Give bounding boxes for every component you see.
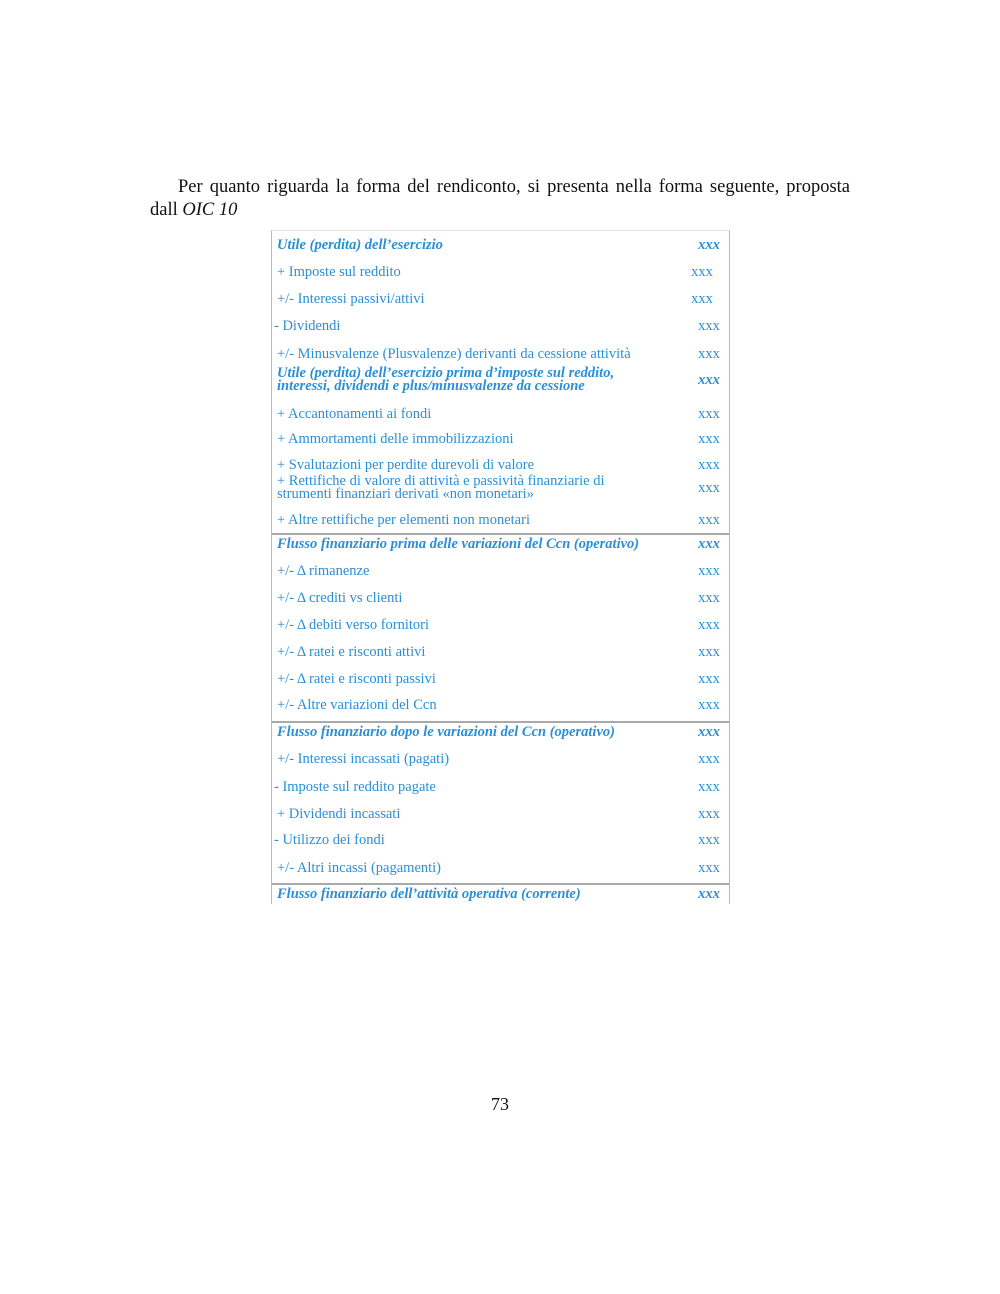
row-value: xxx	[698, 479, 720, 496]
row-value: xxx	[698, 371, 720, 388]
row-label: + Dividendi incassati	[277, 805, 401, 822]
row-value: xxx	[698, 511, 720, 528]
row-value: xxx	[698, 885, 720, 902]
statement-row	[272, 671, 729, 687]
row-value: xxx	[698, 345, 720, 362]
statement-row	[272, 644, 729, 660]
statement-row	[272, 237, 729, 253]
row-value: xxx	[698, 562, 720, 579]
row-value: xxx	[698, 430, 720, 447]
statement-row	[272, 751, 729, 767]
intro-text: Per quanto riguarda la forma del rendiconto, si presenta nella forma seguente, proposta dall	[150, 176, 850, 220]
row-value: xxx	[698, 859, 720, 876]
statement-row	[272, 431, 729, 447]
section-divider	[272, 533, 729, 535]
statement-row	[272, 318, 729, 334]
row-label: + Altre rettifiche per elementi non monetari	[277, 511, 530, 528]
row-label: +/- Minusvalenze (Plusvalenze) derivanti da cessione attività	[277, 345, 631, 362]
row-value: xxx	[698, 778, 720, 795]
row-label: +/- Δ crediti vs clienti	[277, 589, 403, 606]
row-value: xxx	[698, 723, 720, 740]
statement-row	[272, 512, 729, 528]
row-label: +/- Altre variazioni del Ccn	[277, 696, 437, 713]
statement-row	[272, 457, 729, 473]
statement-row	[272, 832, 729, 848]
row-value: xxx	[698, 670, 720, 687]
row-label: Flusso finanziario dell’attività operativa (corrente)	[277, 885, 581, 902]
row-label: Utile (perdita) dell’esercizio	[277, 236, 443, 253]
row-label: - Imposte sul reddito pagate	[274, 778, 436, 795]
row-label: +/- Interessi incassati (pagati)	[277, 750, 450, 767]
statement-row	[272, 366, 729, 394]
row-label: Utile (perdita) dell’esercizio prima d’imposte sul reddito, interessi, dividendi e plus/minusvalenze da cessione	[277, 365, 615, 394]
row-value: xxx	[698, 750, 720, 767]
row-label: - Dividendi	[274, 317, 341, 334]
row-label: +/- Interessi passivi/attivi	[277, 290, 425, 307]
statement-row	[272, 779, 729, 795]
page-number: 73	[491, 1094, 509, 1114]
row-label: + Svalutazioni per perdite durevoli di valore	[277, 456, 535, 473]
statement-row	[272, 590, 729, 606]
row-label: +/- Δ ratei e risconti passivi	[277, 670, 436, 687]
statement-row	[272, 886, 729, 902]
row-label: - Utilizzo dei fondi	[274, 831, 385, 848]
row-value: xxx	[698, 831, 720, 848]
statement-row	[272, 724, 729, 740]
section-divider	[272, 883, 729, 885]
statement-row	[272, 697, 729, 713]
row-value: xxx	[698, 236, 720, 253]
row-label: +/- Δ ratei e risconti attivi	[277, 643, 426, 660]
row-value: xxx	[691, 290, 713, 307]
row-label: +/- Δ rimanenze	[277, 562, 370, 579]
row-label: + Rettifiche di valore di attività e passività finanziarie di strumenti finanziari derivati «non monetari»	[277, 473, 605, 502]
section-divider	[272, 721, 729, 723]
statement-row	[272, 264, 729, 280]
row-value: xxx	[698, 643, 720, 660]
row-value: xxx	[698, 535, 720, 552]
row-label: Flusso finanziario prima delle variazioni del Ccn (operativo)	[277, 535, 640, 552]
row-value: xxx	[698, 589, 720, 606]
row-label: +/- Altri incassi (pagamenti)	[277, 859, 442, 876]
statement-row	[272, 860, 729, 876]
statement-row	[272, 406, 729, 422]
statement-row	[272, 536, 729, 552]
row-value: xxx	[698, 616, 720, 633]
intro-paragraph	[150, 176, 850, 222]
row-label: Flusso finanziario dopo le variazioni del Ccn (operativo)	[277, 723, 615, 740]
statement-row	[272, 474, 729, 502]
row-value: xxx	[691, 263, 713, 280]
intro-emphasis: OIC 10	[182, 199, 238, 220]
statement-row	[272, 563, 729, 579]
cash-flow-statement-table	[271, 230, 730, 904]
row-label: + Ammortamenti delle immobilizzazioni	[277, 430, 514, 447]
row-value: xxx	[698, 805, 720, 822]
statement-row	[272, 617, 729, 633]
statement-row	[272, 346, 729, 362]
row-value: xxx	[698, 405, 720, 422]
row-label: + Imposte sul reddito	[277, 263, 401, 280]
statement-row	[272, 806, 729, 822]
row-label: +/- Δ debiti verso fornitori	[277, 616, 430, 633]
row-value: xxx	[698, 317, 720, 334]
statement-row	[272, 291, 729, 307]
row-value: xxx	[698, 456, 720, 473]
row-value: xxx	[698, 696, 720, 713]
row-label: + Accantonamenti ai fondi	[277, 405, 432, 422]
